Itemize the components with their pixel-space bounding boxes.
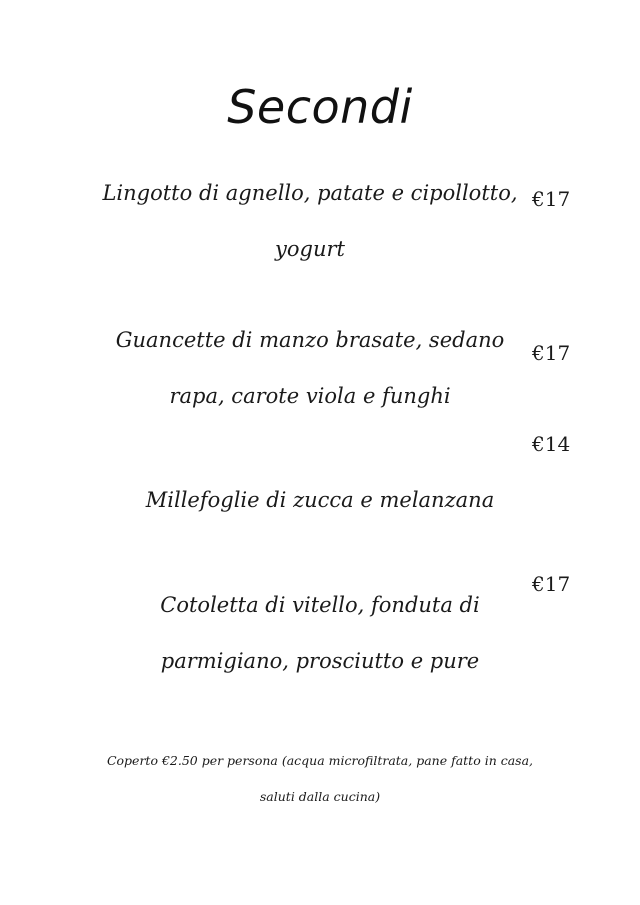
dish-price: €17 xyxy=(532,341,571,365)
dish-name xyxy=(100,577,540,689)
dish-price: €14 xyxy=(532,432,571,456)
dish-line-1: Guancette di manzo brasate, sedano xyxy=(115,328,505,352)
cover-charge-line-1: Coperto €2.50 per persona (acqua microfiltrata, pane fatto in casa, xyxy=(106,753,534,768)
dish-line-2: yogurt xyxy=(275,237,345,261)
dish-price: €17 xyxy=(532,187,571,211)
dish-name xyxy=(100,472,540,528)
dish-price: €17 xyxy=(532,572,571,596)
dish-line-1: Millefoglie di zucca e melanzana xyxy=(145,488,495,512)
dish-line-1: Lingotto di agnello, patate e cipollotto, xyxy=(102,181,518,205)
dish-line-1: Cotoletta di vitello, fonduta di xyxy=(160,593,480,617)
dish-name xyxy=(100,165,520,277)
dish-line-2: parmigiano, prosciutto e pure xyxy=(160,649,480,673)
cover-charge-note xyxy=(0,743,640,815)
cover-charge-line-2: saluti dalla cucina) xyxy=(259,789,381,804)
dish-line-2: rapa, carote viola e funghi xyxy=(169,384,451,408)
menu-title: Secondi xyxy=(227,80,413,134)
dish-name xyxy=(100,312,520,424)
